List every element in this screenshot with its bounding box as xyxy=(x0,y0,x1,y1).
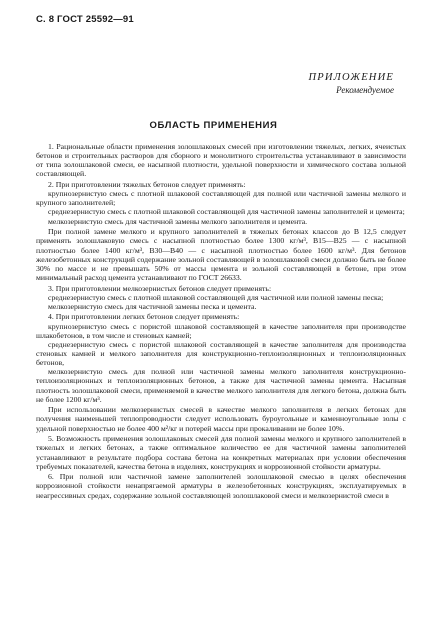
paragraph: мелкозернистую смесь для полной или частичной замены мелкого заполнителя конструкционно-теплоизоляционных и теплоизоляционных бетонов, а также для частичной замены цемента. Насыпная плотность золошлаковой смеси, применяемой в качестве мелкого заполнителя для легкого бетона, должна быть не более 1200 кг/м³. xyxy=(36,367,406,404)
paragraph: 3. При приготовлении мелкозернистых бетонов следует применять: xyxy=(48,283,272,293)
paragraph: мелкозернистую смесь для частичной замены мелкого заполнителя и цемента. xyxy=(48,216,308,226)
appendix-label: ПРИЛОЖЕНИЕ xyxy=(308,72,394,83)
paragraph: крупнозернистую смесь с плотной шлаковой составляющей для полной или частичной замены мелкого и крупного заполнителей; xyxy=(36,189,406,208)
document-body xyxy=(36,142,406,500)
paragraph: крупнозернистую смесь с пористой шлаковой составляющей в качестве заполнителя при производстве шлакобетонов, в том числе и стеновых камней; xyxy=(36,321,406,340)
paragraph: 6. При полной или частичной замене заполнителей золошлаковой смесью в целях обеспечения коррозионной стойкости ненапрягаемой арматуры в железобетонных конструкциях, эксплуатируемых в неагрессивных средах, содержание зольной составляющей золошлаковой смеси и мелкозернистой смеси в xyxy=(36,472,406,500)
paragraph: среднезернистую смесь с плотной шлаковой составляющей для частичной замены заполнителей и цемента; xyxy=(48,207,405,217)
paragraph: 5. Возможность применения золошлаковых смесей для полной замены мелкого и крупного заполнителей в тяжелых и легких бетонах, а также оптимальное количество ее для частичной замены заполнителей устанавливают в результате подбора состава бетона на конкретных материалах при условии обеспечения требуемых показателей, качества бетона в изделиях, конструкциях и коррозионной стойкости арматуры. xyxy=(36,434,406,471)
paragraph: 1. Рациональные области применения золошлаковых смесей при изготовлении тяжелых, легких, ячеистых бетонов и строительных растворов для сборного и монолитного строительства устанавливают в зависимости от типа золошлаковой смеси, ее насыпной плотности, удельной поверхности и химического состава зольной составляющей. xyxy=(36,142,406,179)
appendix-status: Рекомендуемое xyxy=(336,85,394,95)
paragraph: среднезернистую смесь с плотной шлаковой составляющей для частичной или полной замены песка; xyxy=(48,292,384,302)
paragraph: 4. При приготовлении легких бетонов следует применять: xyxy=(48,312,240,322)
paragraph: среднезернистую смесь с пористой шлаковой составляющей в качестве заполнителя для производства стеновых камней и мелкого заполнителя для конструкционно-теплоизоляционных и теплоизоляционных бетонов, xyxy=(36,339,406,368)
paragraph: При полной замене мелкого и крупного заполнителей в тяжелых бетонах классов до В 12,5 следует применять золошлаковую смесь с насыпной плотностью более 1300 кг/м³, В15—В25 — с насыпной плотностью более 1400 кг/м³, В30—В40 — с насыпной плотностью более 1600 кг/м³. Для бетонов железобетонных конструкций содержание зольной составляющей в золошлаковой смеси должно быть не более 30% по массе и не превышать 50% от массы цемента и зольной составляющей в бетоне, при этом минимальный расход цемента устанавливают по ГОСТ 26633. xyxy=(36,227,406,282)
appendix-block xyxy=(309,72,395,96)
section-title: ОБЛАСТЬ ПРИМЕНЕНИЯ xyxy=(149,120,278,131)
paragraph: мелкозернистую смесь для частичной замены песка и цемента. xyxy=(48,301,257,311)
page-header: С. 8 ГОСТ 25592—91 xyxy=(36,14,134,25)
paragraph: 2. При приготовлении тяжелых бетонов следует применять: xyxy=(48,180,246,190)
paragraph: При использовании мелкозернистых смесей в качестве мелкого заполнителя в легких бетонах для получения наименьшей теплопроводности следует использовать буроугольные и каменноугольные золы с удельной поверхностью не более 400 м²/кг и потерей массы при прокаливании не более 10%. xyxy=(36,405,406,433)
